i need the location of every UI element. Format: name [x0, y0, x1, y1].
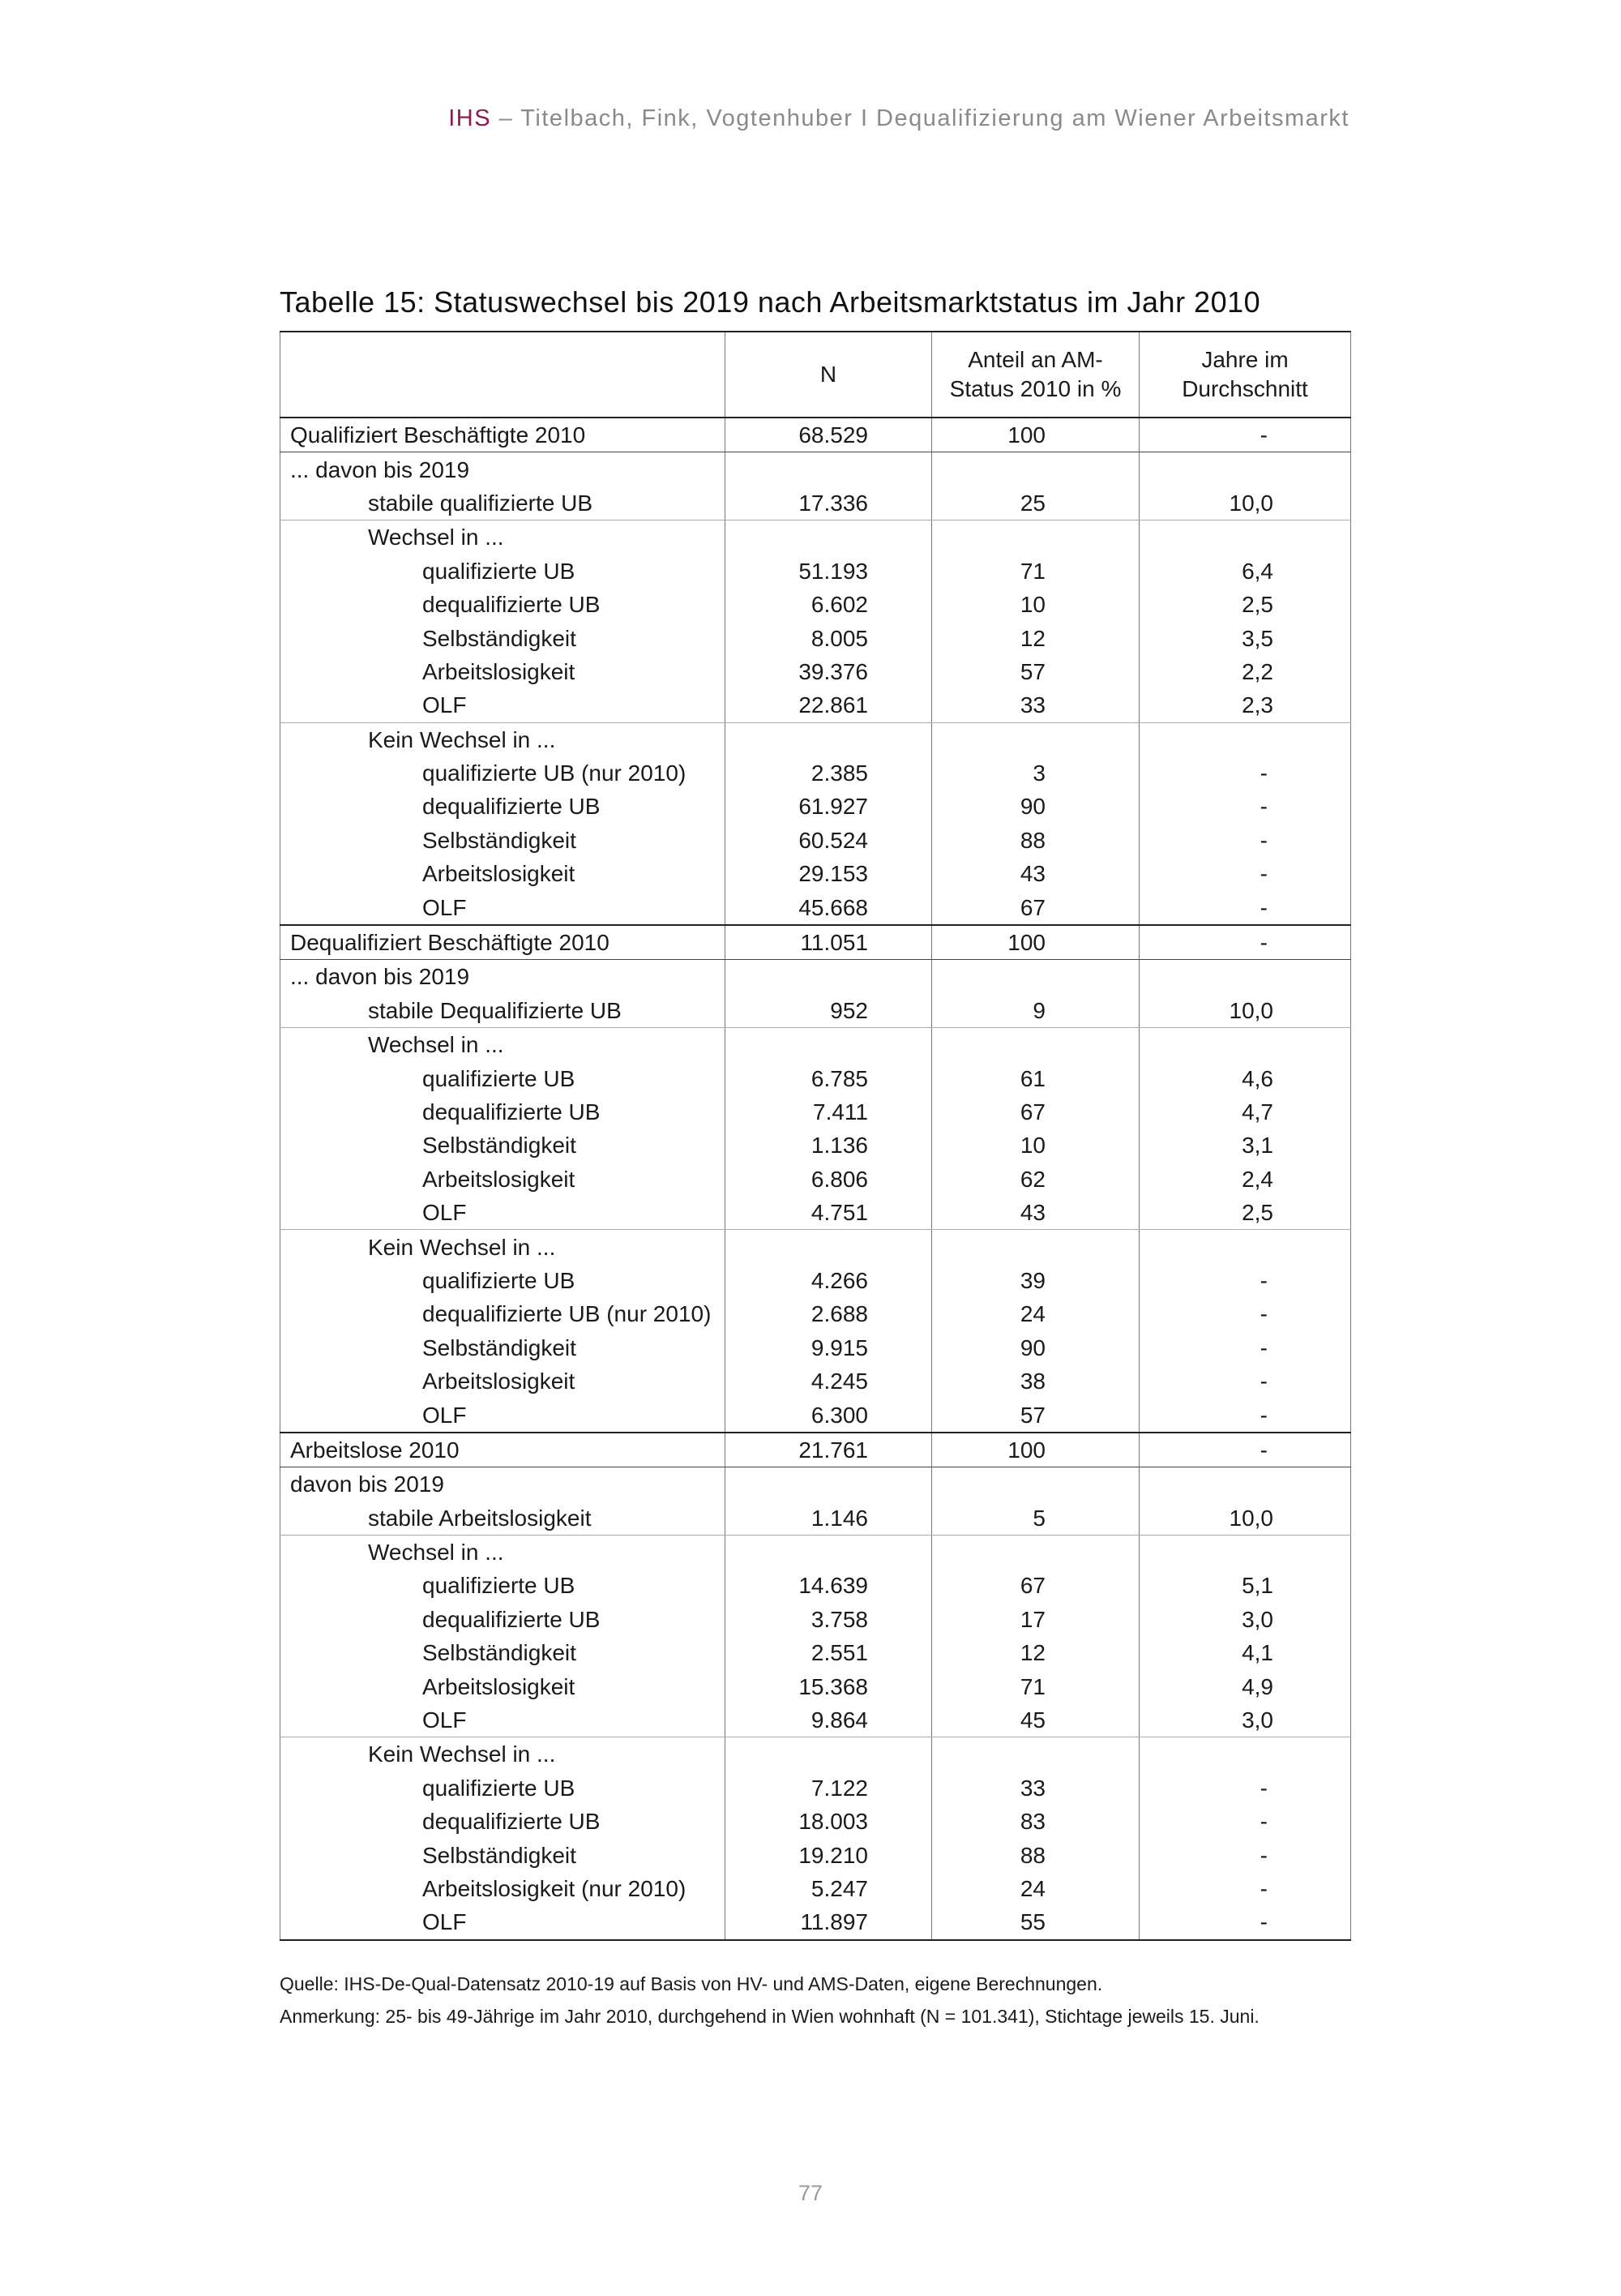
- row-n: 39.376: [725, 655, 932, 688]
- row-jahre: 4,1: [1140, 1636, 1351, 1669]
- header-anteil-line1: Anteil an AM-: [968, 347, 1103, 372]
- kein-row: [280, 1364, 1351, 1398]
- header-brand: IHS: [448, 105, 492, 131]
- row-n: 2.688: [725, 1297, 932, 1330]
- header-text: – Titelbach, Fink, Vogtenhuber I Dequalifizierung am Wiener Arbeitsmarkt: [491, 105, 1349, 131]
- kein-row: [280, 1905, 1351, 1939]
- row-jahre: 3,5: [1140, 621, 1351, 654]
- row-anteil: 100: [932, 925, 1140, 960]
- row-jahre: -: [1140, 925, 1351, 960]
- row-n: [725, 1535, 932, 1569]
- row-n: 15.368: [725, 1669, 932, 1703]
- row-anteil: [932, 452, 1140, 486]
- row-n: 952: [725, 994, 932, 1028]
- wechsel-row: [280, 655, 1351, 688]
- row-label: OLF: [280, 1703, 725, 1737]
- row-label: stabile qualifizierte UB: [280, 486, 725, 520]
- row-label: stabile Dequalifizierte UB: [280, 994, 725, 1028]
- remark-note: Anmerkung: 25- bis 49-Jährige im Jahr 2010, durchgehend in Wien wohnhaft (N = 101.341), Stichtage jeweils 15. Juni.: [280, 2006, 1260, 2027]
- row-jahre: [1140, 722, 1351, 756]
- wechsel-row: [280, 1703, 1351, 1737]
- row-n: 29.153: [725, 857, 932, 890]
- row-anteil: 57: [932, 655, 1140, 688]
- row-jahre: -: [1140, 857, 1351, 890]
- row-n: 6.785: [725, 1061, 932, 1094]
- row-n: 14.639: [725, 1569, 932, 1602]
- kein-row: [280, 1264, 1351, 1297]
- row-anteil: 24: [932, 1872, 1140, 1905]
- row-label: Arbeitslosigkeit (nur 2010): [280, 1872, 725, 1905]
- wechsel-label-row: [280, 520, 1351, 555]
- row-anteil: 43: [932, 1196, 1140, 1230]
- row-n: [725, 1737, 932, 1771]
- row-label: ... davon bis 2019: [280, 960, 725, 994]
- row-label: Wechsel in ...: [280, 520, 725, 555]
- row-anteil: 90: [932, 790, 1140, 823]
- row-label: Selbständigkeit: [280, 1129, 725, 1162]
- row-label: dequalifizierte UB: [280, 1805, 725, 1838]
- row-label: qualifizierte UB: [280, 1569, 725, 1602]
- row-n: [725, 1467, 932, 1501]
- kein-row: [280, 1838, 1351, 1871]
- row-label: stabile Arbeitslosigkeit: [280, 1501, 725, 1536]
- kein-label-row: [280, 722, 1351, 756]
- stable-row: [280, 486, 1351, 520]
- row-n: 2.385: [725, 756, 932, 790]
- row-jahre: [1140, 960, 1351, 994]
- row-n: 3.758: [725, 1603, 932, 1636]
- row-anteil: 71: [932, 555, 1140, 588]
- row-anteil: 100: [932, 418, 1140, 452]
- wechsel-row: [280, 1603, 1351, 1636]
- row-anteil: 55: [932, 1905, 1140, 1939]
- row-label: Selbständigkeit: [280, 1838, 725, 1871]
- row-label: Arbeitslosigkeit: [280, 1669, 725, 1703]
- stable-row: [280, 994, 1351, 1028]
- row-n: 11.051: [725, 925, 932, 960]
- row-label: Arbeitslosigkeit: [280, 655, 725, 688]
- row-jahre: -: [1140, 890, 1351, 924]
- row-anteil: 62: [932, 1163, 1140, 1196]
- wechsel-label-row: [280, 1028, 1351, 1062]
- row-label: Dequalifiziert Beschäftigte 2010: [280, 925, 725, 960]
- davon-row: [280, 960, 1351, 994]
- status-change-table: [280, 331, 1351, 1941]
- row-anteil: 88: [932, 824, 1140, 857]
- row-anteil: [932, 1467, 1140, 1501]
- row-anteil: 45: [932, 1703, 1140, 1737]
- row-jahre: 4,6: [1140, 1061, 1351, 1094]
- row-jahre: [1140, 1467, 1351, 1501]
- row-n: 4.266: [725, 1264, 932, 1297]
- section-title-row: [280, 418, 1351, 452]
- row-jahre: 3,0: [1140, 1603, 1351, 1636]
- wechsel-row: [280, 1129, 1351, 1162]
- row-anteil: 5: [932, 1501, 1140, 1536]
- row-label: Arbeitslose 2010: [280, 1433, 725, 1467]
- row-anteil: [932, 1737, 1140, 1771]
- kein-row: [280, 857, 1351, 890]
- row-label: Selbständigkeit: [280, 1331, 725, 1364]
- row-n: 45.668: [725, 890, 932, 924]
- row-jahre: 4,9: [1140, 1669, 1351, 1703]
- row-anteil: [932, 1028, 1140, 1062]
- row-jahre: 3,1: [1140, 1129, 1351, 1162]
- row-label: qualifizierte UB: [280, 1061, 725, 1094]
- row-anteil: 3: [932, 756, 1140, 790]
- row-label: dequalifizierte UB: [280, 790, 725, 823]
- row-jahre: -: [1140, 790, 1351, 823]
- row-label: Arbeitslosigkeit: [280, 857, 725, 890]
- wechsel-row: [280, 1569, 1351, 1602]
- section-title-row: [280, 925, 1351, 960]
- kein-row: [280, 790, 1351, 823]
- row-label: ... davon bis 2019: [280, 452, 725, 486]
- wechsel-label-row: [280, 1535, 1351, 1569]
- row-n: 61.927: [725, 790, 932, 823]
- row-anteil: 57: [932, 1398, 1140, 1432]
- row-label: qualifizierte UB: [280, 1771, 725, 1805]
- stable-row: [280, 1501, 1351, 1536]
- row-anteil: 39: [932, 1264, 1140, 1297]
- row-jahre: -: [1140, 1264, 1351, 1297]
- row-label: Kein Wechsel in ...: [280, 722, 725, 756]
- row-n: 9.864: [725, 1703, 932, 1737]
- row-anteil: 33: [932, 688, 1140, 722]
- kein-row: [280, 824, 1351, 857]
- row-label: qualifizierte UB (nur 2010): [280, 756, 725, 790]
- row-n: 5.247: [725, 1872, 932, 1905]
- section-title-row: [280, 1433, 1351, 1467]
- row-label: qualifizierte UB: [280, 1264, 725, 1297]
- row-n: 7.122: [725, 1771, 932, 1805]
- row-anteil: [932, 1230, 1140, 1264]
- wechsel-row: [280, 1636, 1351, 1669]
- row-n: [725, 520, 932, 555]
- kein-row: [280, 1297, 1351, 1330]
- row-jahre: 10,0: [1140, 486, 1351, 520]
- davon-row: [280, 452, 1351, 486]
- row-jahre: 3,0: [1140, 1703, 1351, 1737]
- row-jahre: -: [1140, 1331, 1351, 1364]
- row-anteil: [932, 960, 1140, 994]
- row-jahre: 10,0: [1140, 1501, 1351, 1536]
- row-label: davon bis 2019: [280, 1467, 725, 1501]
- row-n: [725, 1230, 932, 1264]
- row-jahre: [1140, 1737, 1351, 1771]
- row-n: [725, 722, 932, 756]
- row-n: 4.751: [725, 1196, 932, 1230]
- header-jahre-line1: Jahre im: [1201, 347, 1289, 372]
- wechsel-row: [280, 1095, 1351, 1129]
- row-label: OLF: [280, 1905, 725, 1939]
- davon-row: [280, 1467, 1351, 1501]
- row-label: Selbständigkeit: [280, 1636, 725, 1669]
- header-label-column: [280, 332, 725, 418]
- row-n: [725, 960, 932, 994]
- kein-row: [280, 890, 1351, 924]
- row-anteil: 10: [932, 588, 1140, 621]
- row-label: Arbeitslosigkeit: [280, 1163, 725, 1196]
- row-anteil: [932, 520, 1140, 555]
- kein-row: [280, 1771, 1351, 1805]
- row-n: 7.411: [725, 1095, 932, 1129]
- row-n: 22.861: [725, 688, 932, 722]
- row-n: 68.529: [725, 418, 932, 452]
- row-jahre: -: [1140, 1771, 1351, 1805]
- table-caption: Tabelle 15: Statuswechsel bis 2019 nach Arbeitsmarktstatus im Jahr 2010: [280, 285, 1261, 319]
- row-anteil: 100: [932, 1433, 1140, 1467]
- kein-row: [280, 1805, 1351, 1838]
- row-anteil: 38: [932, 1364, 1140, 1398]
- row-n: 19.210: [725, 1838, 932, 1871]
- row-label: OLF: [280, 1398, 725, 1432]
- row-anteil: 88: [932, 1838, 1140, 1871]
- row-jahre: 2,2: [1140, 655, 1351, 688]
- row-anteil: [932, 722, 1140, 756]
- row-n: 1.146: [725, 1501, 932, 1536]
- row-anteil: 83: [932, 1805, 1140, 1838]
- row-n: 51.193: [725, 555, 932, 588]
- row-label: dequalifizierte UB (nur 2010): [280, 1297, 725, 1330]
- page-header: [448, 105, 1349, 132]
- row-label: OLF: [280, 890, 725, 924]
- row-jahre: -: [1140, 1805, 1351, 1838]
- row-label: Selbständigkeit: [280, 621, 725, 654]
- row-anteil: 71: [932, 1669, 1140, 1703]
- row-jahre: -: [1140, 1872, 1351, 1905]
- row-n: [725, 452, 932, 486]
- page-number: 77: [798, 2181, 823, 2205]
- row-jahre: -: [1140, 1297, 1351, 1330]
- row-label: Arbeitslosigkeit: [280, 1364, 725, 1398]
- row-jahre: [1140, 1230, 1351, 1264]
- row-anteil: 43: [932, 857, 1140, 890]
- row-label: Kein Wechsel in ...: [280, 1737, 725, 1771]
- row-jahre: 10,0: [1140, 994, 1351, 1028]
- row-jahre: 2,5: [1140, 1196, 1351, 1230]
- kein-row: [280, 1872, 1351, 1905]
- row-anteil: 67: [932, 1095, 1140, 1129]
- row-jahre: [1140, 1028, 1351, 1062]
- header-anteil-line2: Status 2010 in %: [949, 376, 1122, 401]
- table-header-row: [280, 332, 1351, 418]
- row-anteil: 33: [932, 1771, 1140, 1805]
- row-anteil: 25: [932, 486, 1140, 520]
- row-n: 4.245: [725, 1364, 932, 1398]
- row-label: Selbständigkeit: [280, 824, 725, 857]
- row-jahre: 5,1: [1140, 1569, 1351, 1602]
- row-jahre: 2,5: [1140, 588, 1351, 621]
- row-anteil: 67: [932, 1569, 1140, 1602]
- row-n: 60.524: [725, 824, 932, 857]
- row-n: 6.806: [725, 1163, 932, 1196]
- wechsel-row: [280, 1163, 1351, 1196]
- header-jahre: [1140, 332, 1351, 418]
- row-jahre: -: [1140, 418, 1351, 452]
- row-n: 1.136: [725, 1129, 932, 1162]
- row-anteil: [932, 1535, 1140, 1569]
- row-n: [725, 1028, 932, 1062]
- row-label: Qualifiziert Beschäftigte 2010: [280, 418, 725, 452]
- row-anteil: 17: [932, 1603, 1140, 1636]
- table-body: [280, 418, 1351, 1940]
- wechsel-row: [280, 588, 1351, 621]
- source-note: Quelle: IHS-De-Qual-Datensatz 2010-19 auf Basis von HV- und AMS-Daten, eigene Berechnungen.: [280, 1973, 1103, 1994]
- wechsel-row: [280, 1061, 1351, 1094]
- wechsel-row: [280, 688, 1351, 722]
- row-jahre: -: [1140, 1433, 1351, 1467]
- row-jahre: -: [1140, 1838, 1351, 1871]
- wechsel-row: [280, 621, 1351, 654]
- row-label: Wechsel in ...: [280, 1535, 725, 1569]
- wechsel-row: [280, 1669, 1351, 1703]
- row-jahre: -: [1140, 1905, 1351, 1939]
- kein-label-row: [280, 1230, 1351, 1264]
- row-n: 6.300: [725, 1398, 932, 1432]
- row-n: 2.551: [725, 1636, 932, 1669]
- row-n: 8.005: [725, 621, 932, 654]
- row-jahre: -: [1140, 1364, 1351, 1398]
- row-jahre: [1140, 452, 1351, 486]
- row-anteil: 9: [932, 994, 1140, 1028]
- wechsel-row: [280, 555, 1351, 588]
- row-jahre: 2,4: [1140, 1163, 1351, 1196]
- kein-row: [280, 756, 1351, 790]
- row-n: 9.915: [725, 1331, 932, 1364]
- row-label: dequalifizierte UB: [280, 1603, 725, 1636]
- row-label: dequalifizierte UB: [280, 588, 725, 621]
- header-jahre-line2: Durchschnitt: [1182, 376, 1308, 401]
- row-jahre: [1140, 1535, 1351, 1569]
- row-anteil: 12: [932, 1636, 1140, 1669]
- row-label: Kein Wechsel in ...: [280, 1230, 725, 1264]
- row-n: 11.897: [725, 1905, 932, 1939]
- row-anteil: 61: [932, 1061, 1140, 1094]
- header-anteil: [932, 332, 1140, 418]
- row-anteil: 24: [932, 1297, 1140, 1330]
- row-jahre: [1140, 520, 1351, 555]
- row-label: OLF: [280, 688, 725, 722]
- row-jahre: 6,4: [1140, 555, 1351, 588]
- row-jahre: 4,7: [1140, 1095, 1351, 1129]
- row-anteil: 90: [932, 1331, 1140, 1364]
- row-label: qualifizierte UB: [280, 555, 725, 588]
- row-jahre: -: [1140, 824, 1351, 857]
- header-n: N: [725, 332, 932, 418]
- kein-row: [280, 1398, 1351, 1432]
- row-anteil: 10: [932, 1129, 1140, 1162]
- kein-row: [280, 1331, 1351, 1364]
- row-anteil: 67: [932, 890, 1140, 924]
- row-label: Wechsel in ...: [280, 1028, 725, 1062]
- row-n: 21.761: [725, 1433, 932, 1467]
- row-jahre: 2,3: [1140, 688, 1351, 722]
- wechsel-row: [280, 1196, 1351, 1230]
- table-notes: [280, 1968, 1260, 2033]
- row-n: 6.602: [725, 588, 932, 621]
- row-jahre: -: [1140, 1398, 1351, 1432]
- kein-label-row: [280, 1737, 1351, 1771]
- row-n: 17.336: [725, 486, 932, 520]
- row-n: 18.003: [725, 1805, 932, 1838]
- row-label: dequalifizierte UB: [280, 1095, 725, 1129]
- row-label: OLF: [280, 1196, 725, 1230]
- row-anteil: 12: [932, 621, 1140, 654]
- row-jahre: -: [1140, 756, 1351, 790]
